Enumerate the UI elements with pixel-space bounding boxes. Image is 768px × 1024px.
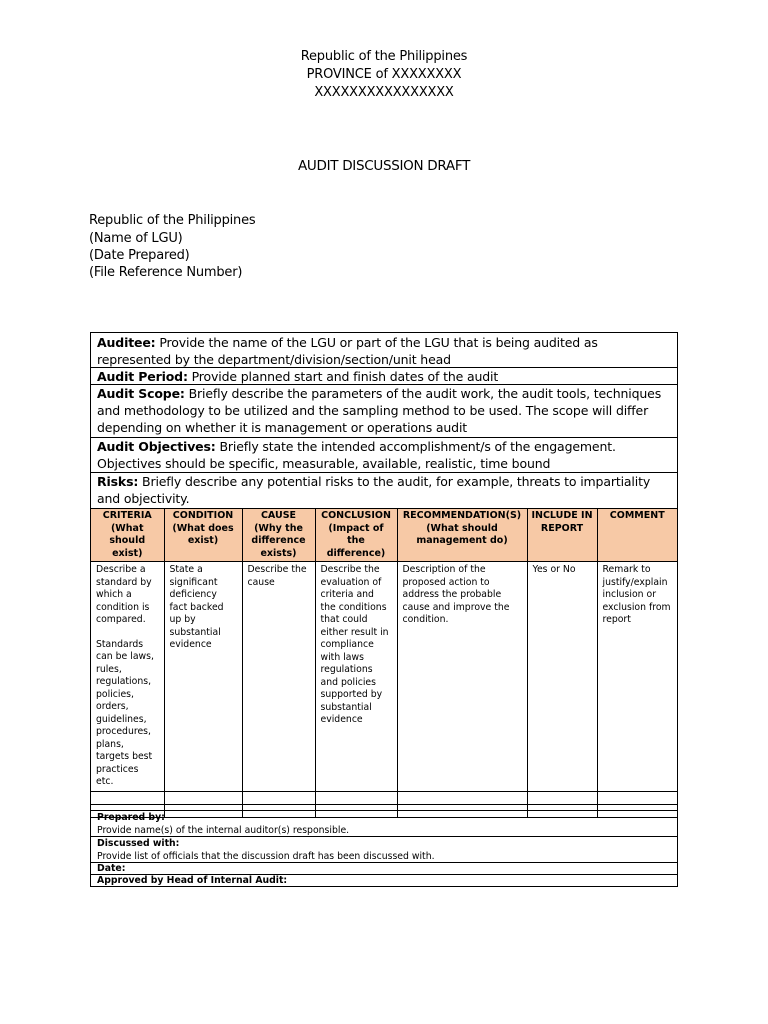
discussed-with-text: Provide list of officials that the discussion draft has been discussed with. bbox=[97, 850, 435, 862]
prepared-by-text: Provide name(s) of the internal auditor(s) responsible. bbox=[97, 824, 350, 836]
empty-cell bbox=[527, 791, 597, 804]
cell-criteria bbox=[91, 562, 164, 792]
header-republic: Republic of the Philippines bbox=[300, 49, 468, 64]
header-placeholder: XXXXXXXXXXXXXXXX bbox=[314, 85, 454, 100]
table-row bbox=[91, 562, 677, 792]
header-condition: CONDITION (What does exist) bbox=[164, 509, 242, 562]
auditee-label: Auditee: bbox=[97, 335, 156, 350]
date-label: Date: bbox=[97, 863, 126, 874]
risks-section bbox=[91, 473, 677, 508]
header-cause: CAUSE (Why the difference exists) bbox=[242, 509, 315, 562]
header-criteria: CRITERIA (What should exist) bbox=[91, 509, 164, 562]
address-line: (File Reference Number) bbox=[89, 265, 243, 280]
audit-period-section bbox=[91, 368, 677, 385]
prepared-by-section bbox=[91, 810, 677, 836]
audit-form bbox=[90, 332, 678, 887]
cell-condition: State a significant deficiency fact backed up by substantial evidence bbox=[164, 562, 242, 792]
risks-text: Briefly describe any potential risks to the audit, for example, threats to impartiality and objectivity. bbox=[97, 474, 651, 506]
auditee-text: Provide the name of the LGU or part of the LGU that is being audited as represented by the department/division/section/unit head bbox=[97, 335, 598, 367]
audit-objectives-text: Briefly state the intended accomplishment/s of the engagement. Objectives should be specific, measurable, available, realistic, time bound bbox=[97, 439, 616, 471]
table-row bbox=[91, 791, 677, 804]
address-line: (Name of LGU) bbox=[89, 231, 183, 246]
criteria-text: Describe a standard by which a condition is compared. bbox=[96, 564, 152, 625]
cell-cause: Describe the cause bbox=[242, 562, 315, 792]
header-recommendation: RECOMMENDATION(S) (What should management do) bbox=[397, 509, 527, 562]
address-line: Republic of the Philippines bbox=[89, 213, 256, 228]
discussed-with-label: Discussed with: bbox=[97, 838, 180, 849]
prepared-by-label: Prepared by: bbox=[97, 812, 165, 823]
header-province: PROVINCE of XXXXXXXX bbox=[306, 67, 462, 82]
empty-cell bbox=[397, 791, 527, 804]
empty-cell bbox=[91, 791, 164, 804]
header-comment: COMMENT bbox=[597, 509, 677, 562]
empty-cell bbox=[315, 791, 397, 804]
audit-period-text: Provide planned start and finish dates of the audit bbox=[187, 369, 499, 384]
cell-include: Yes or No bbox=[527, 562, 597, 792]
audit-objectives-section bbox=[91, 438, 677, 473]
empty-cell bbox=[164, 791, 242, 804]
findings-table bbox=[91, 508, 677, 818]
audit-scope-text: Briefly describe the parameters of the audit work, the audit tools, techniques and methodology to be utilized and the sampling method to be used. The scope will differ depending on whether it is management or operations audit bbox=[97, 386, 662, 435]
risks-label: Risks: bbox=[97, 474, 139, 489]
audit-objectives-label: Audit Objectives: bbox=[97, 439, 216, 454]
empty-cell bbox=[597, 791, 677, 804]
table-header-row bbox=[91, 509, 677, 562]
criteria-standards-text: Standards can be laws, rules, regulations, policies, orders, guidelines, procedures, plans, targets best practices etc. bbox=[96, 638, 154, 787]
address-line: (Date Prepared) bbox=[89, 248, 190, 263]
cell-comment: Remark to justify/explain inclusion or exclusion from report bbox=[597, 562, 677, 792]
cell-conclusion: Describe the evaluation of criteria and the conditions that could either result in compliance with laws regulations and policies supported by substantial evidence bbox=[315, 562, 397, 792]
cell-recommendation: Description of the proposed action to address the probable cause and improve the condition. bbox=[397, 562, 527, 792]
approved-by-section bbox=[91, 874, 677, 887]
auditee-section bbox=[91, 333, 677, 368]
audit-scope-section bbox=[91, 385, 677, 438]
discussed-with-section bbox=[91, 836, 677, 862]
empty-cell bbox=[242, 791, 315, 804]
audit-scope-label: Audit Scope: bbox=[97, 386, 185, 401]
header-include-in-report: INCLUDE IN REPORT bbox=[527, 509, 597, 562]
document-title: AUDIT DISCUSSION DRAFT bbox=[297, 158, 471, 174]
header-conclusion: CONCLUSION (Impact of the difference) bbox=[315, 509, 397, 562]
approved-by-label: Approved by Head of Internal Audit: bbox=[97, 875, 288, 886]
audit-period-label: Audit Period: bbox=[97, 369, 188, 384]
